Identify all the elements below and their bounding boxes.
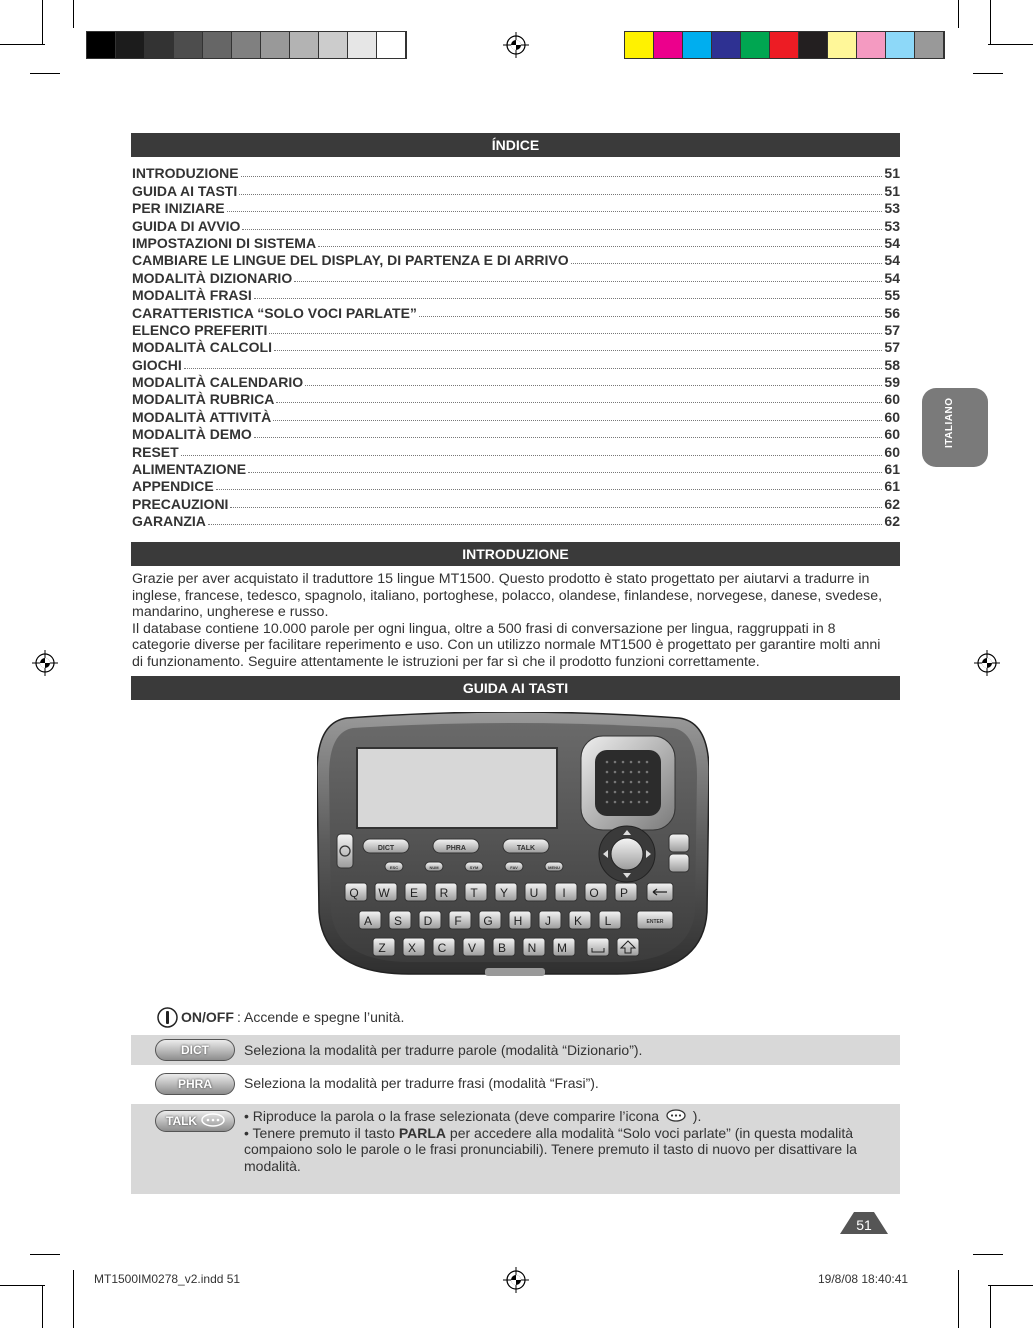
device-small-button-label: FAV (510, 865, 518, 870)
crop-mark (73, 0, 74, 28)
toc-leader-dots (419, 316, 883, 317)
device-small-button (425, 862, 443, 871)
talk-key-image (155, 1110, 235, 1132)
toc-entry (132, 303, 900, 320)
speech-bubble-icon (200, 1113, 226, 1129)
device-key (405, 883, 427, 901)
process-swatch (741, 32, 770, 58)
process-swatch (654, 32, 683, 58)
crop-mark (958, 1270, 959, 1328)
power-icon (157, 1007, 178, 1028)
toc-entry-page: 54 (884, 252, 900, 269)
device-button-label: DICT (377, 845, 395, 852)
gray-swatch (232, 32, 261, 58)
crop-mark (0, 44, 45, 45)
gray-swatch (290, 32, 319, 58)
talk-description (244, 1108, 889, 1174)
toc-leader-dots (274, 350, 882, 351)
device-key-label: H (513, 914, 523, 928)
dict-key-image: DICT (155, 1039, 235, 1061)
device-key (493, 938, 515, 956)
toc-leader-dots (216, 489, 883, 490)
crop-mark (973, 1254, 1003, 1255)
dict-description: Seleziona la modalità per tradurre parole (modalità “Dizionario”). (244, 1042, 643, 1058)
device-small-button (545, 862, 563, 871)
toc-entry-page: 54 (884, 234, 900, 251)
intro-heading: INTRODUZIONE (131, 542, 900, 566)
toc-entry-title: MODALITÀ DEMO (132, 426, 252, 443)
device-key-label: U (529, 886, 539, 900)
keys-guide-heading: GUIDA AI TASTI (131, 676, 900, 700)
device-key-label: A (363, 914, 373, 928)
toc-leader-dots (294, 281, 882, 282)
crop-mark (990, 1285, 991, 1328)
crop-mark (30, 73, 60, 74)
toc-entry (132, 234, 900, 251)
device-button-label: TALK (516, 845, 536, 852)
device-key (569, 911, 591, 929)
toc-leader-dots (239, 194, 882, 195)
toc-entry-page: 57 (884, 339, 900, 356)
device-phra-button (433, 839, 479, 853)
toc-entry-page: 55 (884, 287, 900, 304)
device-key-label: F (454, 914, 462, 928)
device-small-button (385, 862, 403, 871)
toc-entry-page: 62 (884, 495, 900, 512)
gray-swatch (377, 32, 406, 58)
toc-entry-title: ALIMENTAZIONE (132, 461, 247, 478)
process-swatch (770, 32, 799, 58)
toc-leader-dots (273, 420, 882, 421)
key-row-phra (131, 1067, 900, 1101)
device-key-label: J (545, 914, 551, 928)
talk-key-label: TALK (166, 1114, 198, 1128)
device-key-label: E (409, 886, 419, 900)
device-small-button (465, 862, 483, 871)
registration-mark-icon (974, 650, 1000, 676)
process-swatch (799, 32, 828, 58)
device-key-label: B (497, 941, 507, 955)
crop-mark (988, 44, 1033, 45)
toc-leader-dots (248, 472, 882, 473)
device-key (495, 883, 517, 901)
toc-entry-title: GUIDA AI TASTI (132, 182, 238, 199)
toc-entry-page: 51 (884, 182, 900, 199)
toc-entry (132, 251, 900, 268)
device-small-button (505, 862, 523, 871)
device-key (373, 938, 395, 956)
device-key-label: I (562, 886, 566, 900)
side-tab-label: ITALIANO (944, 397, 955, 448)
toc-entry (132, 286, 900, 303)
device-enter-key (637, 911, 673, 929)
toc-entry-page: 51 (884, 165, 900, 182)
toc-entry-page: 54 (884, 269, 900, 286)
device-key-label: Y (499, 886, 509, 900)
intro-paragraph-2: Il database contiene 10.000 parole per ogni lingua, oltre a 500 frasi di conversazione per lingua, raggruppati in 8 categorie diverse per facilitare reperimento e uso. Con un utilizzo normale MT1500 è progettato per garantire molti anni di funzionamento. Seguire attentamente le istruzioni per far sì che il prodotto funzioni correttamente. (132, 620, 881, 670)
toc-entry (132, 216, 900, 233)
toc-entry-title: CAMBIARE LE LINGUE DEL DISPLAY, DI PARTENZA E DI ARRIVO (132, 252, 569, 269)
crop-mark (990, 0, 991, 45)
device-key (479, 911, 501, 929)
toc-heading: ÍNDICE (131, 133, 900, 157)
toc-entry-page: 60 (884, 391, 900, 408)
language-side-tab (922, 388, 988, 467)
toc-entry (132, 199, 900, 216)
gray-swatch (203, 32, 232, 58)
crop-mark (0, 1285, 45, 1286)
device-key-label: L (604, 914, 612, 928)
toc-entry-title: INTRODUZIONE (132, 165, 239, 182)
device-key (585, 883, 607, 901)
phra-description: Seleziona la modalità per tradurre frasi (modalità “Frasi”). (244, 1075, 599, 1091)
device-key (509, 911, 531, 929)
device-key (449, 911, 471, 929)
device-key-label: S (393, 914, 403, 928)
registration-mark-icon (503, 32, 529, 58)
key-row-dict (131, 1035, 900, 1065)
toc-entry (132, 390, 900, 407)
toc-entry (132, 407, 900, 424)
toc-entry-title: ELENCO PREFERITI (132, 321, 268, 338)
page-number-badge (840, 1212, 888, 1234)
device-key-label: C (437, 941, 447, 955)
crop-mark (30, 1254, 60, 1255)
toc-entry (132, 512, 900, 529)
toc-entry (132, 321, 900, 338)
device-button-label: PHRA (446, 845, 466, 852)
device-key-label: R (439, 886, 449, 900)
device-key (599, 911, 621, 929)
gray-swatch (261, 32, 290, 58)
onoff-description: : Accende e spegne l’unità. (237, 1009, 405, 1025)
device-key-label: O (589, 886, 599, 900)
toc-entry-page: 60 (884, 408, 900, 425)
toc-leader-dots (241, 176, 883, 177)
toc-entry (132, 268, 900, 285)
device-key (615, 883, 637, 901)
device-key-label: Z (378, 941, 386, 955)
device-key (523, 938, 545, 956)
key-row-talk (131, 1104, 900, 1194)
gray-swatch (348, 32, 377, 58)
toc-entry-title: MODALITÀ RUBRICA (132, 391, 275, 408)
toc-entry (132, 355, 900, 372)
toc-entry-title: GIOCHI (132, 356, 182, 373)
device-backspace-key (647, 883, 673, 901)
process-swatch (683, 32, 712, 58)
toc-entry (132, 164, 900, 181)
gray-swatch (87, 32, 116, 58)
toc-entry-page: 53 (884, 217, 900, 234)
crop-mark (973, 73, 1003, 74)
toc-entry (132, 338, 900, 355)
registration-mark-icon (503, 1267, 529, 1293)
device-key (463, 938, 485, 956)
talk-desc-line1: • Riproduce la parola o la frase selezionata (deve comparire l’icona (244, 1108, 660, 1124)
toc-leader-dots (254, 298, 883, 299)
toc-entry-title: GUIDA DI AVVIO (132, 217, 241, 234)
footer-date: 19/8/08 18:40:41 (818, 1272, 909, 1286)
toc-entry (132, 460, 900, 477)
toc-entry-page: 62 (884, 513, 900, 530)
toc-entry-title: IMPOSTAZIONI DI SISTEMA (132, 234, 317, 251)
process-swatch (915, 32, 944, 58)
device-key (345, 883, 367, 901)
phra-key-image: PHRA (155, 1073, 235, 1095)
toc-entry-page: 61 (884, 478, 900, 495)
device-key (433, 938, 455, 956)
crop-mark (988, 1285, 1033, 1286)
page-number: 51 (856, 1217, 872, 1233)
device-key (539, 911, 561, 929)
gray-swatch (145, 32, 174, 58)
device-key (555, 883, 577, 901)
device-key (389, 911, 411, 929)
device-key (553, 938, 575, 956)
process-swatch (625, 32, 654, 58)
process-color-bar (624, 31, 945, 59)
device-key (435, 883, 457, 901)
device-space-key (587, 938, 609, 956)
device-key-label: G (483, 914, 493, 928)
toc-entry-title: PRECAUZIONI (132, 495, 229, 512)
toc-leader-dots (305, 385, 882, 386)
toc-entry-page: 61 (884, 461, 900, 478)
device-key-label: M (557, 941, 567, 955)
toc-leader-dots (276, 402, 882, 403)
device-key-label: W (378, 886, 390, 900)
intro-paragraph-1: Grazie per aver acquistato il traduttore 15 lingue MT1500. Questo prodotto è stato progettato per aiutarvi a tradurre in inglese, francese, tedesco, spagnolo, italiano, portoghese, polacco, olandese, finlandese, norvegese, danese, svedese, mandarino, ungherese e russo. (132, 571, 883, 620)
toc-entry (132, 442, 900, 459)
toc-entry-title: PER INIZIARE (132, 200, 225, 217)
device-key (375, 883, 397, 901)
device-key-label: N (527, 941, 537, 955)
device-illustration (317, 712, 709, 976)
toc-leader-dots (571, 263, 883, 264)
registration-mark-icon (32, 650, 58, 676)
talk-desc-line1-end: ). (692, 1108, 702, 1124)
crop-mark (73, 1270, 74, 1328)
device-small-button-label: NUM (429, 865, 439, 870)
toc-leader-dots (208, 524, 883, 525)
device-key (465, 883, 487, 901)
device-key-label: Q (349, 886, 359, 900)
device-key-label: K (573, 914, 583, 928)
toc-entry-title: GARANZIA (132, 513, 206, 530)
device-key-label: T (470, 886, 478, 900)
device-key (419, 911, 441, 929)
process-swatch (857, 32, 886, 58)
toc-entry-title: MODALITÀ FRASI (132, 287, 252, 304)
toc-leader-dots (242, 229, 882, 230)
process-swatch (828, 32, 857, 58)
speech-bubble-icon (665, 1109, 687, 1123)
toc-leader-dots (230, 507, 882, 508)
gray-color-bar (86, 31, 407, 59)
crop-mark (42, 1285, 43, 1328)
toc-entry (132, 373, 900, 390)
key-row-onoff (131, 1004, 900, 1032)
toc-entry (132, 494, 900, 511)
toc-leader-dots (184, 368, 883, 369)
toc-entry-page: 60 (884, 426, 900, 443)
toc-entry-page: 57 (884, 321, 900, 338)
talk-desc-line2a: • Tenere premuto il tasto (244, 1124, 399, 1141)
toc-entry-title: RESET (132, 443, 179, 460)
toc-entry-title: MODALITÀ CALENDARIO (132, 374, 304, 391)
footer-filename: MT1500IM0278_v2.indd 51 (94, 1272, 241, 1286)
device-key-label: V (467, 941, 477, 955)
device-small-button-label: MENU (548, 865, 560, 870)
toc-entry-page: 53 (884, 200, 900, 217)
toc-entry-page: 59 (884, 374, 900, 391)
toc-entry-page: 60 (884, 443, 900, 460)
table-of-contents (132, 164, 900, 529)
gray-swatch (319, 32, 348, 58)
talk-desc-line2c: per accedere alla modalità “Solo voci parlate” (in questa modalità compaiono solo le parole o le frasi pronunciabili). Tenere premuto il tasto di nuovo per disattivare la modalità. (244, 1124, 857, 1174)
toc-entry (132, 425, 900, 442)
intro-text (132, 571, 892, 670)
toc-entry-page: 58 (884, 356, 900, 373)
device-key-label: P (619, 886, 629, 900)
onoff-label: ON/OFF (181, 1009, 234, 1025)
device-shift-key (617, 938, 639, 956)
toc-entry (132, 477, 900, 494)
device-dict-button (363, 839, 409, 853)
device-key (359, 911, 381, 929)
device-key-label: X (407, 941, 417, 955)
device-key (525, 883, 547, 901)
toc-leader-dots (227, 211, 883, 212)
device-small-button-label: SYM (469, 865, 479, 870)
toc-entry-page: 56 (884, 304, 900, 321)
device-enter-label: ENTER (646, 919, 664, 925)
process-swatch (886, 32, 915, 58)
gray-swatch (116, 32, 145, 58)
gray-swatch (174, 32, 203, 58)
toc-entry-title: MODALITÀ CALCOLI (132, 339, 272, 356)
process-swatch (712, 32, 741, 58)
talk-desc-parla: PARLA (398, 1124, 447, 1141)
toc-entry (132, 181, 900, 198)
toc-leader-dots (254, 437, 883, 438)
device-talk-button (503, 839, 549, 853)
toc-entry-title: MODALITÀ ATTIVITÀ (132, 408, 272, 425)
device-key (403, 938, 425, 956)
toc-entry-title: CARATTERISTICA “SOLO VOCI PARLATE” (132, 304, 417, 321)
device-small-button-label: ESC (389, 865, 399, 870)
toc-leader-dots (181, 455, 883, 456)
crop-mark (42, 0, 43, 45)
crop-mark (958, 0, 959, 28)
toc-entry-title: APPENDICE (132, 478, 214, 495)
device-key-label: D (423, 914, 433, 928)
toc-entry-title: MODALITÀ DIZIONARIO (132, 269, 293, 286)
toc-leader-dots (269, 333, 882, 334)
toc-leader-dots (318, 246, 882, 247)
